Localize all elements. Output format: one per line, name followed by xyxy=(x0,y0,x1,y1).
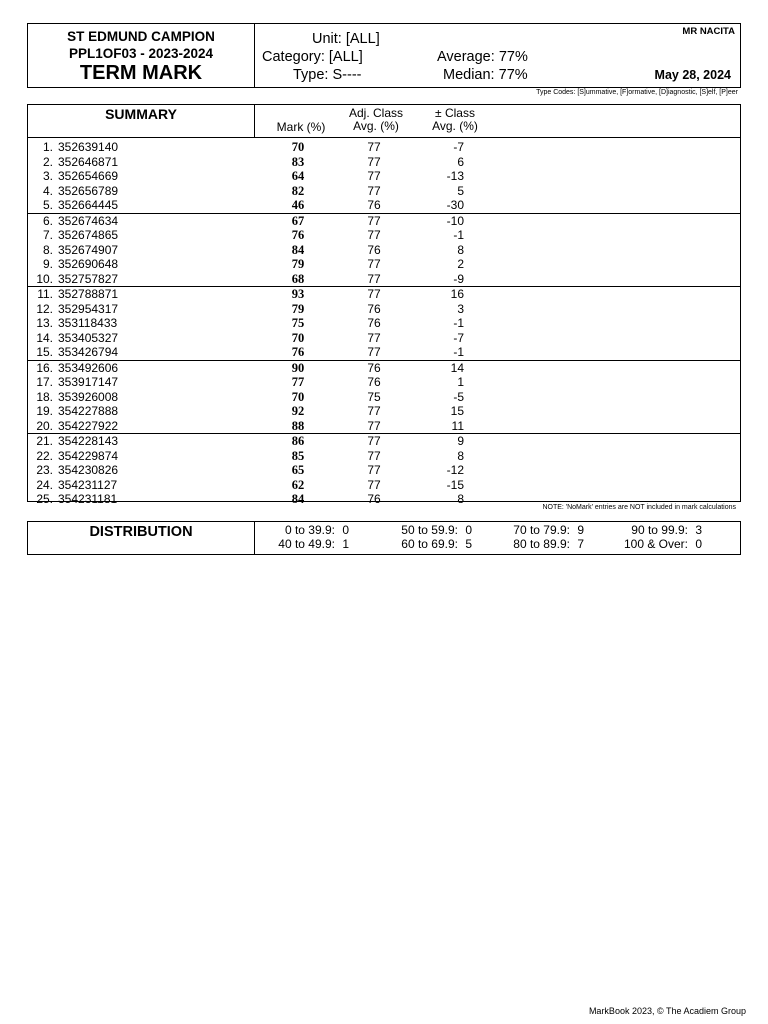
class-average: 76 xyxy=(367,492,381,506)
report-date: May 28, 2024 xyxy=(654,68,731,82)
table-row xyxy=(28,155,740,170)
student-id: 352674907 xyxy=(58,242,119,257)
average-difference: 5 xyxy=(457,183,464,198)
unit-filter xyxy=(312,31,380,47)
class-average: 76 xyxy=(367,242,381,257)
col-header-avg-line1: Adj. Class xyxy=(348,106,404,120)
student-id: 353405327 xyxy=(58,330,119,345)
class-average: 77 xyxy=(367,418,381,433)
row-index: 23. xyxy=(36,463,53,477)
category-label: Category: xyxy=(262,49,325,65)
class-average: 77 xyxy=(367,434,381,448)
class-average: 77 xyxy=(367,228,381,242)
table-row xyxy=(28,140,740,155)
average-difference: 14 xyxy=(450,360,464,375)
average-difference: 3 xyxy=(457,301,464,316)
class-average: 76 xyxy=(367,301,381,316)
student-mark: 76 xyxy=(291,345,305,359)
class-average: 77 xyxy=(367,448,381,463)
student-mark: 68 xyxy=(291,271,305,286)
average-difference: -1 xyxy=(453,228,464,242)
col-header-avg-line2: Avg. (%) xyxy=(353,119,399,133)
student-id: 353118433 xyxy=(58,316,118,330)
report-header xyxy=(27,23,741,88)
row-index: 1. xyxy=(42,140,53,154)
student-mark: 90 xyxy=(291,360,305,375)
col-header-diff-line1: ± Class xyxy=(435,106,475,120)
class-average: 77 xyxy=(367,404,381,418)
report-title: TERM MARK xyxy=(79,62,203,84)
student-id: 352757827 xyxy=(58,271,119,286)
student-mark: 64 xyxy=(291,169,305,183)
row-index: 17. xyxy=(36,375,53,389)
median-label: Median: xyxy=(443,67,495,83)
average-difference: 15 xyxy=(450,404,464,418)
category-filter xyxy=(262,49,363,65)
table-row xyxy=(28,404,740,419)
student-id: 354229874 xyxy=(58,448,119,463)
student-mark: 82 xyxy=(291,183,305,198)
median-value: 77% xyxy=(498,67,528,83)
distribution-bin xyxy=(257,537,349,551)
average-difference: 8 xyxy=(457,242,464,257)
average-difference: 2 xyxy=(457,257,464,271)
table-row xyxy=(28,243,740,258)
table-row xyxy=(28,463,740,478)
student-id: 353917147 xyxy=(58,375,119,389)
average-difference: -7 xyxy=(453,140,464,154)
bin-count: 3 xyxy=(695,523,702,537)
student-mark: 88 xyxy=(291,418,305,433)
distribution-bin xyxy=(257,523,349,537)
table-row xyxy=(28,316,740,331)
table-row xyxy=(28,419,740,434)
class-average: 77 xyxy=(367,345,381,359)
student-mark: 65 xyxy=(291,463,305,477)
table-row xyxy=(28,360,740,376)
table-row xyxy=(28,213,740,229)
distribution-bin xyxy=(378,523,472,537)
table-row xyxy=(28,375,740,390)
class-average: 77 xyxy=(367,271,381,286)
class-average: 76 xyxy=(367,198,381,212)
row-index: 15. xyxy=(36,345,53,359)
student-id: 353492606 xyxy=(58,360,119,375)
row-index: 24. xyxy=(36,477,53,492)
distribution-bin xyxy=(378,537,472,551)
distribution-table xyxy=(27,521,741,555)
table-row xyxy=(28,433,740,449)
student-id: 352690648 xyxy=(58,257,119,271)
student-mark: 62 xyxy=(291,477,305,492)
distribution-bin xyxy=(608,523,702,537)
student-mark: 84 xyxy=(291,492,305,506)
row-index: 19. xyxy=(36,404,53,418)
student-mark: 70 xyxy=(291,389,305,404)
row-index: 11. xyxy=(37,287,53,301)
school-name: ST EDMUND CAMPION xyxy=(67,29,215,44)
average-difference: -1 xyxy=(453,316,464,330)
summary-table xyxy=(27,104,741,506)
row-index: 7. xyxy=(42,228,53,242)
col-header-diff-line2: Avg. (%) xyxy=(432,119,478,133)
bin-range: 100 & Over: xyxy=(623,537,688,551)
student-id: 352788871 xyxy=(58,287,119,301)
average-difference: 16 xyxy=(450,287,464,301)
bin-count: 0 xyxy=(342,523,349,537)
student-id: 352656789 xyxy=(58,183,119,198)
student-mark: 92 xyxy=(291,404,305,418)
table-row xyxy=(28,286,740,302)
average-stat xyxy=(437,49,528,65)
student-mark: 70 xyxy=(291,330,305,345)
class-average: 76 xyxy=(367,316,381,330)
average-difference: -5 xyxy=(453,389,464,404)
bin-count: 0 xyxy=(695,537,702,551)
student-mark: 84 xyxy=(291,242,305,257)
class-average: 77 xyxy=(367,183,381,198)
bin-range: 90 to 99.9: xyxy=(631,523,688,537)
bin-count: 1 xyxy=(342,537,349,551)
row-index: 22. xyxy=(36,448,53,463)
row-index: 6. xyxy=(42,213,53,228)
student-mark: 75 xyxy=(291,316,305,330)
class-average: 77 xyxy=(367,287,381,301)
student-mark: 79 xyxy=(291,257,305,271)
table-row xyxy=(28,345,740,360)
bin-range: 70 to 79.9: xyxy=(513,523,570,537)
table-row xyxy=(28,449,740,464)
bin-range: 80 to 89.9: xyxy=(513,537,570,551)
class-average: 77 xyxy=(367,330,381,345)
table-row xyxy=(28,184,740,199)
summary-rows xyxy=(28,140,740,507)
row-index: 12. xyxy=(36,301,53,316)
median-stat xyxy=(443,67,528,83)
student-mark: 93 xyxy=(291,287,305,301)
student-id: 353426794 xyxy=(58,345,119,359)
distribution-bin xyxy=(608,537,702,551)
student-mark: 46 xyxy=(291,198,305,212)
student-mark: 83 xyxy=(291,154,305,169)
student-mark: 76 xyxy=(291,228,305,242)
summary-title: SUMMARY xyxy=(105,106,177,122)
average-difference: -1 xyxy=(453,345,464,359)
distribution-bin xyxy=(500,523,584,537)
student-id: 352664445 xyxy=(58,198,119,212)
class-average: 77 xyxy=(367,213,381,228)
student-id: 353926008 xyxy=(58,389,119,404)
student-mark: 70 xyxy=(291,140,305,154)
average-difference: -15 xyxy=(446,477,464,492)
class-average: 77 xyxy=(367,140,381,154)
row-index: 25. xyxy=(36,492,53,506)
average-difference: -7 xyxy=(453,330,464,345)
row-index: 21. xyxy=(36,434,53,448)
col-header-mark: Mark (%) xyxy=(276,120,326,134)
bin-range: 40 to 49.9: xyxy=(278,537,335,551)
average-difference: -12 xyxy=(446,463,464,477)
student-id: 352654669 xyxy=(58,169,119,183)
average-difference: -13 xyxy=(446,169,464,183)
student-mark: 67 xyxy=(291,213,305,228)
row-index: 18. xyxy=(36,389,53,404)
student-id: 354231127 xyxy=(58,477,118,492)
row-index: 4. xyxy=(42,183,53,198)
average-difference: -30 xyxy=(446,198,464,212)
student-id: 354228143 xyxy=(58,434,119,448)
table-row xyxy=(28,198,740,213)
row-index: 20. xyxy=(36,418,53,433)
row-index: 8. xyxy=(42,242,53,257)
category-value: [ALL] xyxy=(328,49,363,65)
student-id: 352639140 xyxy=(58,140,119,154)
row-index: 13. xyxy=(36,316,53,330)
table-row xyxy=(28,257,740,272)
average-difference: 8 xyxy=(457,448,464,463)
footer-copyright: MarkBook 2023, © The Acadiem Group xyxy=(588,1006,746,1016)
class-average: 76 xyxy=(367,375,381,389)
row-index: 3. xyxy=(42,169,53,183)
average-difference: 9 xyxy=(457,434,464,448)
average-difference: 11 xyxy=(451,418,464,433)
col-header-avg xyxy=(336,107,416,133)
course-code: PPL1OF03 - 2023-2024 xyxy=(68,46,214,61)
student-mark: 79 xyxy=(291,301,305,316)
col-header-diff xyxy=(418,107,492,133)
class-average: 75 xyxy=(367,389,381,404)
bin-count: 7 xyxy=(577,537,584,551)
summary-header-divider xyxy=(254,105,255,138)
average-difference: 6 xyxy=(457,154,464,169)
student-id: 352674634 xyxy=(58,213,119,228)
class-average: 77 xyxy=(367,477,381,492)
distribution-bin xyxy=(500,537,584,551)
bin-range: 60 to 69.9: xyxy=(401,537,458,551)
type-filter xyxy=(293,67,362,83)
average-difference: 8 xyxy=(457,492,464,506)
table-row xyxy=(28,390,740,405)
teacher-name: MR NACITA xyxy=(682,26,735,37)
class-average: 77 xyxy=(367,257,381,271)
class-average: 76 xyxy=(367,360,381,375)
row-index: 9. xyxy=(42,257,53,271)
class-average: 77 xyxy=(367,169,381,183)
student-id: 352646871 xyxy=(58,154,119,169)
row-index: 5. xyxy=(42,198,53,212)
class-average: 77 xyxy=(367,463,381,477)
bin-count: 5 xyxy=(465,537,472,551)
table-row xyxy=(28,272,740,287)
average-label: Average: xyxy=(437,49,495,65)
row-index: 16. xyxy=(36,360,53,375)
table-row xyxy=(28,302,740,317)
average-difference: -10 xyxy=(446,213,464,228)
average-value: 77% xyxy=(498,49,528,65)
table-row xyxy=(28,169,740,184)
type-label: Type: xyxy=(293,67,329,83)
student-mark: 86 xyxy=(291,434,305,448)
row-index: 10. xyxy=(36,271,53,286)
student-id: 354230826 xyxy=(58,463,119,477)
student-id: 354227922 xyxy=(58,418,119,433)
student-id: 352954317 xyxy=(58,301,119,316)
student-id: 354231181 xyxy=(58,492,118,506)
bin-count: 0 xyxy=(465,523,472,537)
unit-label: Unit: xyxy=(312,31,342,47)
bin-range: 50 to 59.9: xyxy=(401,523,458,537)
table-row xyxy=(28,228,740,243)
student-id: 352674865 xyxy=(58,228,119,242)
distribution-title: DISTRIBUTION xyxy=(28,522,255,554)
type-value: S---- xyxy=(332,67,362,83)
nomark-note: NOTE: 'NoMark' entries are NOT included in mark calculations xyxy=(542,504,736,511)
bin-range: 0 to 39.9: xyxy=(284,523,335,537)
student-mark: 85 xyxy=(291,448,305,463)
type-codes-legend: Type Codes: [S]ummative, [F]ormative, [D]iagnostic, [S]elf, [P]eer xyxy=(536,89,738,96)
class-average: 77 xyxy=(367,154,381,169)
student-id: 354227888 xyxy=(58,404,119,418)
row-index: 14. xyxy=(36,330,53,345)
bin-count: 9 xyxy=(577,523,584,537)
header-title-block xyxy=(28,24,255,87)
table-row xyxy=(28,331,740,346)
row-index: 2. xyxy=(42,154,53,169)
average-difference: -9 xyxy=(453,271,464,286)
average-difference: 1 xyxy=(457,375,464,389)
student-mark: 77 xyxy=(291,375,305,389)
unit-value: [ALL] xyxy=(345,31,380,47)
table-row xyxy=(28,478,740,493)
